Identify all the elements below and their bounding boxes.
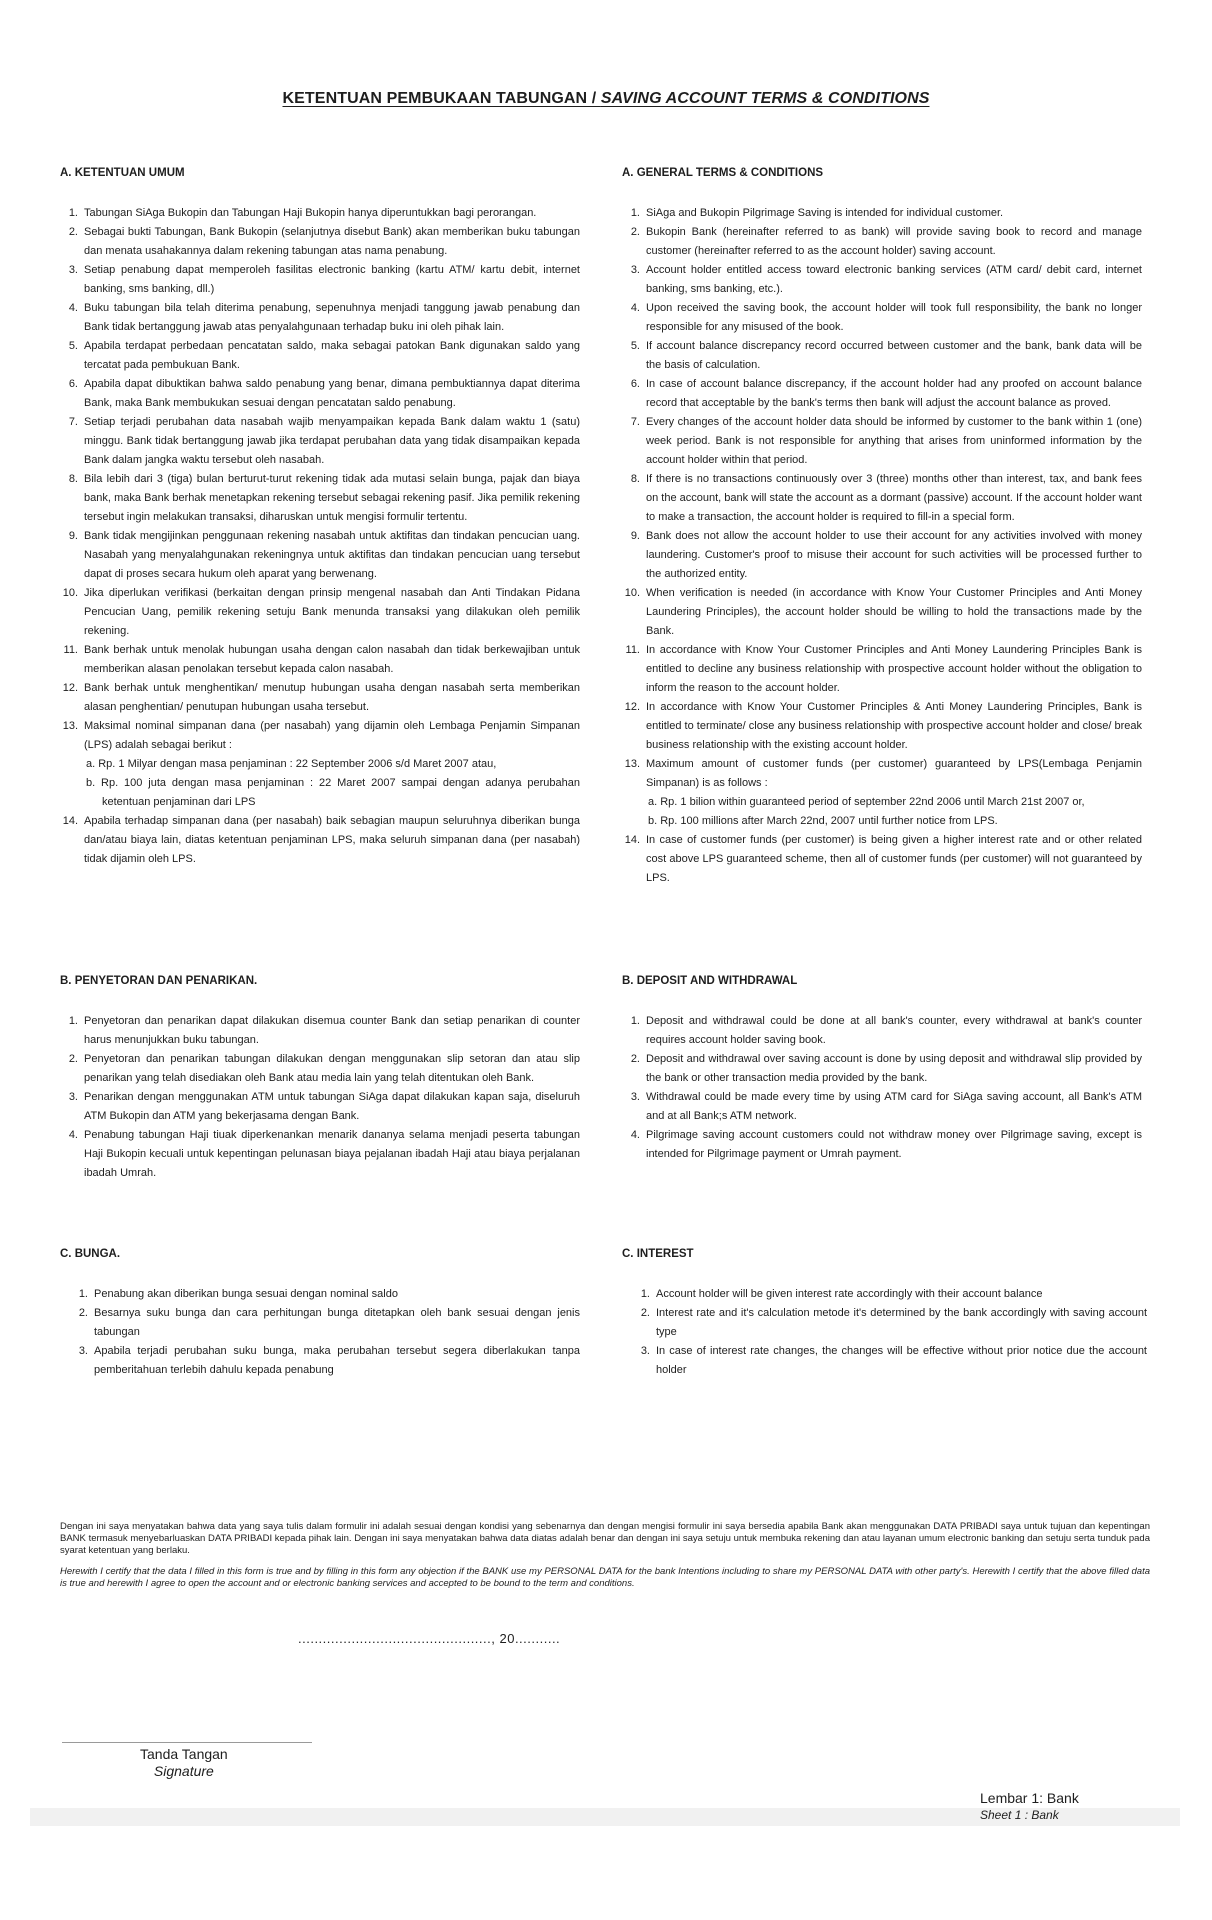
list-item: [622, 527, 1142, 584]
list-item-number: 10.: [624, 587, 640, 599]
list-item: [70, 1285, 580, 1304]
list-item-text: If there is no transactions continuously over 3 (three) months other than interest, tax, and bank fees on the account, bank will state the account as a dormant (passive) account. If the account holder want to make a transaction, the account holder is required to fill-in a special form.: [646, 473, 1142, 523]
sub-list: [84, 755, 580, 812]
page-title: [0, 90, 1212, 108]
signature-label-en: Signature: [153, 1763, 214, 1779]
list-item: [60, 1088, 580, 1126]
list-item-number: 4.: [630, 302, 640, 314]
section-c-list-id: [70, 1285, 580, 1380]
list-item: [622, 698, 1142, 755]
list-item-number: 3.: [68, 264, 78, 276]
list-item-text: Pilgrimage saving account customers could not withdraw money over Pilgrimage saving, except is intended for Pilgrimage payment or Umrah payment.: [646, 1129, 1142, 1160]
list-item-number: 3.: [630, 1091, 640, 1103]
list-item-text: Penyetoran dan penarikan dapat dilakukan disemua counter Bank dan setiap penarikan di counter harus menunjukkan buku tabungan.: [84, 1015, 580, 1046]
list-item: [60, 204, 580, 223]
list-item-number: 3.: [68, 1091, 78, 1103]
list-item-number: 14.: [624, 834, 640, 846]
list-item: [632, 1304, 1147, 1342]
list-item-number: 4.: [68, 302, 78, 314]
section-c-heading-en: C. INTEREST: [622, 1248, 694, 1260]
list-item-text: Apabila terjadi perubahan suku bunga, maka perubahan tersebut segera diberlakukan tanpa pemberitahuan terlebih dahulu kepada penabung: [94, 1345, 580, 1376]
section-a-list-en: [622, 204, 1142, 888]
section-b-heading-id: B. PENYETORAN DAN PENARIKAN.: [60, 975, 258, 987]
list-item-number: 2.: [68, 1053, 78, 1065]
list-item-number: 1.: [630, 1015, 640, 1027]
list-item-number: 4.: [68, 1129, 78, 1141]
list-item-text: Apabila dapat dibuktikan bahwa saldo penabung yang benar, dimana pembuktiannya dapat diterima Bank, maka Bank membukukan sesuai dengan pencatatan saldo penabung.: [84, 378, 580, 409]
list-item-text: Sebagai bukti Tabungan, Bank Bukopin (selanjutnya disebut Bank) akan memberikan buku tabungan dan menata usahakannya dalam rekening tabungan atas nama penabung.: [84, 226, 580, 257]
list-item-text: Penyetoran dan penarikan tabungan dilakukan dengan menggunakan slip setoran dan atau slip penarikan yang telah disediakan oleh Bank atau media lain yang telah ditentukan oleh Bank.: [84, 1053, 580, 1084]
list-item-number: 11.: [625, 644, 640, 656]
list-item-text: When verification is needed (in accordance with Know Your Customer Principles and Anti Money Laundering Principles), the account holder should be willing to hold the transactions made by the Bank.: [646, 587, 1142, 637]
sub-list-item: a. Rp. 1 bilion within guaranteed period of september 22nd 2006 until March 21st 2007 or,: [648, 796, 1085, 808]
list-item: [60, 299, 580, 337]
list-item-text: Buku tabungan bila telah diterima penabung, sepenuhnya menjadi tanggung jawab penabung dan Bank tidak bertanggung jawab atas penyalahgunaan terhadap buku ini oleh pihak lain.: [84, 302, 580, 333]
list-item-text: Penabung akan diberikan bunga sesuai dengan nominal saldo: [94, 1288, 398, 1300]
list-item-number: 1.: [78, 1288, 88, 1300]
list-item-text: Bank berhak untuk menolak hubungan usaha dengan calon nasabah dan tidak berkewajiban untuk memberikan alasan penolakan tersebut kepada calon nasabah.: [84, 644, 580, 675]
section-c-list-en: [632, 1285, 1147, 1380]
list-item-number: 3.: [640, 1345, 650, 1357]
list-item-text: Setiap terjadi perubahan data nasabah wajib menyampaikan kepada Bank dalam waktu 1 (satu) minggu. Bank tidak bertanggung jawab jika terdapat perubahan data yang tidak disampaikan kepada Bank dalam jangka waktu tersebut oleh nasabah.: [84, 416, 580, 466]
list-item-number: 1.: [68, 1015, 78, 1027]
list-item: [60, 413, 580, 470]
list-item: [70, 1342, 580, 1380]
list-item: [70, 1304, 580, 1342]
list-item-text: Maximum amount of customer funds (per customer) guaranteed by LPS(Lembaga Penjamin Simpanan) is as follows :: [646, 758, 1142, 789]
list-item-number: 3.: [78, 1345, 88, 1357]
list-item-number: 1.: [68, 207, 78, 219]
list-item-number: 9.: [630, 530, 640, 542]
list-item-number: 13.: [62, 720, 78, 732]
list-item-text: Upon received the saving book, the account holder will took full responsibility, the bank no longer responsible for any misused of the book.: [646, 302, 1142, 333]
list-item-text: Account holder entitled access toward electronic banking services (ATM card/ debit card, internet banking, sms banking, etc.).: [646, 264, 1142, 295]
section-a-heading-en: A. GENERAL TERMS & CONDITIONS: [622, 167, 824, 179]
list-item-text: If account balance discrepancy record occurred between customer and the bank, bank data will be the basis of calculation.: [646, 340, 1142, 371]
list-item-number: 2.: [640, 1307, 650, 1319]
list-item-number: 7.: [630, 416, 640, 428]
list-item: [622, 223, 1142, 261]
list-item: [60, 812, 580, 869]
list-item: [632, 1285, 1147, 1304]
list-item: [622, 1050, 1142, 1088]
sub-list-item: a. Rp. 1 Milyar dengan masa penjaminan : 22 September 2006 s/d Maret 2007 atau,: [86, 758, 497, 770]
list-item: [60, 1126, 580, 1183]
list-item-text: In accordance with Know Your Customer Principles and Anti Money Laundering Principles Bank is entitled to decline any business relationship with prospective account holder without the obligation to inform the reason to the account holder.: [646, 644, 1142, 694]
list-item: [622, 831, 1142, 888]
list-item: [622, 204, 1142, 223]
list-item-text: Apabila terdapat perbedaan pencatatan saldo, maka sebagai patokan Bank digunakan saldo yang tercatat pada pembukuan Bank.: [84, 340, 580, 371]
list-item-number: 7.: [68, 416, 78, 428]
list-item-text: In case of customer funds (per customer) is being given a higher interest rate and or other related cost above LPS guaranteed scheme, then all of customer funds (per customer) will not guaranteed by LPS.: [646, 834, 1142, 884]
list-item-text: In case of account balance discrepancy, if the account holder had any proofed on account balance record that acceptable by the bank's terms then bank will adjust the account balance as proved.: [646, 378, 1142, 409]
list-item-number: 3.: [630, 264, 640, 276]
list-item: [60, 337, 580, 375]
list-item-text: Deposit and withdrawal over saving account is done by using deposit and withdrawal slip provided by the bank or other transaction media provided by the bank.: [646, 1053, 1142, 1084]
list-item-text: SiAga and Bukopin Pilgrimage Saving is intended for individual customer.: [646, 207, 1004, 219]
list-item-number: 12.: [624, 701, 640, 713]
section-c-heading-id: C. BUNGA.: [60, 1248, 121, 1260]
list-item-number: 5.: [68, 340, 78, 352]
list-item: [622, 1012, 1142, 1050]
list-item-text: Penabung tabungan Haji tiuak diperkenankan menarik dananya selama menjadi peserta tabungan Haji Bukopin kecuali untuk kepentingan pelunasan biaya pejalanan ibadah Haji atau biaya perjalanan ibadah Umrah.: [84, 1129, 580, 1179]
list-item-text: Apabila terhadap simpanan dana (per nasabah) baik sebagian maupun seluruhnya diberikan bunga dan/atau biaya lain, diatas ketentuan penjaminan LPS, maka seluruh simpanan dana (per nasabah) tidak dijamin oleh LPS.: [84, 815, 580, 865]
list-item-text: In case of interest rate changes, the changes will be effective without prior notice due the account holder: [656, 1345, 1147, 1376]
title-id: KETENTUAN PEMBUKAAN TABUNGAN /: [282, 90, 601, 107]
list-item: [622, 755, 1142, 831]
list-item-text: Maksimal nominal simpanan dana (per nasabah) yang dijamin oleh Lembaga Penjamin Simpanan (LPS) adalah sebagai berikut :: [84, 720, 580, 751]
list-item-text: Interest rate and it's calculation metode it's determined by the bank accordingly with saving account type: [656, 1307, 1147, 1338]
list-item: [622, 299, 1142, 337]
section-b-list-id: [60, 1012, 580, 1183]
sub-list: [646, 793, 1142, 831]
list-item-number: 1.: [630, 207, 640, 219]
signature-block: [140, 1746, 228, 1780]
title-en: SAVING ACCOUNT TERMS & CONDITIONS: [600, 90, 930, 107]
list-item-number: 2.: [630, 1053, 640, 1065]
list-item-text: Every changes of the account holder data should be informed by customer to the bank within 1 (one) week period. Bank is not responsible for anything that arises from uninformed information by the account holder within that period.: [646, 416, 1142, 466]
list-item: [60, 641, 580, 679]
list-item: [632, 1342, 1147, 1380]
list-item-number: 11.: [63, 644, 78, 656]
date-line: ..............................................., 20...........: [298, 1631, 561, 1646]
list-item-number: 9.: [68, 530, 78, 542]
list-item-text: Jika diperlukan verifikasi (berkaitan dengan prinsip mengenal nasabah dan Anti Tindakan Pidana Pencucian Uang, pemilik rekening setuju Bank menunda transaksi yang dilakukan oleh pemilik rekening.: [84, 587, 580, 637]
sub-list-item: b. Rp. 100 juta dengan masa penjaminan : 22 Maret 2007 sampai dengan adanya perubahan ketentuan penjaminan dari LPS: [86, 777, 580, 808]
list-item: [60, 1050, 580, 1088]
sub-list-item: b. Rp. 100 millions after March 22nd, 2007 until further notice from LPS.: [648, 815, 998, 827]
list-item: [60, 375, 580, 413]
list-item: [622, 1126, 1142, 1164]
list-item: [622, 413, 1142, 470]
list-item-number: 2.: [78, 1307, 88, 1319]
list-item: [60, 261, 580, 299]
sheet-label-en: Sheet 1 : Bank: [980, 1808, 1059, 1822]
list-item: [60, 1012, 580, 1050]
list-item-text: Bank tidak mengijinkan penggunaan rekening nasabah untuk aktifitas dan tindakan pencucian uang. Nasabah yang menyalahgunakan rekeningnya untuk aktifitas dan tindakan pencucian uang tersebut dapat di proses secara hukum oleh aparat yang berwenang.: [84, 530, 580, 580]
list-item-number: 6.: [630, 378, 640, 390]
list-item-text: Withdrawal could be made every time by using ATM card for SiAga saving account, all Bank's ATM and at all Bank;s ATM network.: [646, 1091, 1142, 1122]
list-item-text: Bank berhak untuk menghentikan/ menutup hubungan usaha dengan nasabah serta memberikan alasan penghentian/ penutupan hubungan usaha tersebut.: [84, 682, 580, 713]
list-item-number: 2.: [630, 226, 640, 238]
list-item: [622, 337, 1142, 375]
list-item-text: Setiap penabung dapat memperoleh fasilitas electronic banking (kartu ATM/ kartu debit, internet banking, sms banking, dll.): [84, 264, 580, 295]
sheet-label: [980, 1790, 1079, 1824]
list-item-text: Bukopin Bank (hereinafter referred to as bank) will provide saving book to record and manage customer (hereinafter referred to as the account holder) saving account.: [646, 226, 1142, 257]
list-item-text: Besarnya suku bunga dan cara perhitungan bunga ditetapkan oleh bank sesuai dengan jenis tabungan: [94, 1307, 580, 1338]
list-item: [60, 584, 580, 641]
list-item-number: 5.: [630, 340, 640, 352]
statement-id: Dengan ini saya menyatakan bahwa data yang saya tulis dalam formulir ini adalah sesuai dengan kondisi yang sebenarnya dan dengan mengisi formulir ini saya bersedia apabila Bank akan menggunakan DATA PRIBADI saya untuk tujuan dan kepentingan BANK termasuk menyebarluaskan DATA PRIBADI kepada pihak lain. Dengan ini saya menyatakan bahwa data diatas adalah benar dan dengan ini saya setuju untuk membuka rekening dan atau layanan umum electronic banking dan setuju serta tunduk pada syarat ketentuan yang berlaku.: [60, 1521, 1150, 1556]
list-item-number: 4.: [630, 1129, 640, 1141]
list-item-number: 10.: [62, 587, 78, 599]
list-item: [60, 470, 580, 527]
list-item-text: Bila lebih dari 3 (tiga) bulan berturut-turut rekening tidak ada mutasi selain bunga, pajak dan biaya bank, maka Bank berhak menetapkan rekening tersebut sebagai rekening pasif. Jika pemilik rekening tersebut ingin melakukan transaksi, diharuskan untuk mengisi formulir tertentu.: [84, 473, 580, 523]
signature-line: [62, 1742, 312, 1743]
list-item-number: 1.: [640, 1288, 650, 1300]
list-item-number: 8.: [630, 473, 640, 485]
list-item-number: 12.: [62, 682, 78, 694]
list-item-text: Deposit and withdrawal could be done at all bank's counter, every withdrawal at bank's counter requires account holder saving book.: [646, 1015, 1142, 1046]
list-item-number: 6.: [68, 378, 78, 390]
list-item-text: In accordance with Know Your Customer Principles & Anti Money Laundering Principles, Bank is entitled to terminate/ close any business relationship with prospective account holder and close/ break business relationship with the existing account holder.: [646, 701, 1142, 751]
list-item: [622, 261, 1142, 299]
list-item-text: Account holder will be given interest rate accordingly with their account balance: [656, 1288, 1043, 1300]
list-item-text: Tabungan SiAga Bukopin dan Tabungan Haji Bukopin hanya diperuntukkan bagi perorangan.: [84, 207, 537, 219]
signature-label-id: Tanda Tangan: [140, 1746, 228, 1762]
list-item-number: 2.: [68, 226, 78, 238]
list-item-number: 8.: [68, 473, 78, 485]
list-item-number: 13.: [624, 758, 640, 770]
section-b-heading-en: B. DEPOSIT AND WITHDRAWAL: [622, 975, 798, 987]
list-item: [622, 1088, 1142, 1126]
list-item-number: 14.: [62, 815, 78, 827]
sheet-label-id: Lembar 1: Bank: [980, 1790, 1079, 1806]
list-item: [60, 717, 580, 812]
section-b-list-en: [622, 1012, 1142, 1164]
list-item: [622, 641, 1142, 698]
list-item: [60, 679, 580, 717]
list-item: [622, 375, 1142, 413]
list-item-text: Bank does not allow the account holder to use their account for any activities involved with money laundering. Customer's proof to misuse their account for such activities will be processed further to the authorized entity.: [646, 530, 1142, 580]
section-a-list-id: [60, 204, 580, 869]
section-a-heading-id: A. KETENTUAN UMUM: [60, 167, 185, 179]
list-item: [622, 470, 1142, 527]
list-item-text: Penarikan dengan menggunakan ATM untuk tabungan SiAga dapat dilakukan kapan saja, diseluruh ATM Bukopin dan ATM yang bekerjasama dengan Bank.: [84, 1091, 580, 1122]
statement-en: Herewith I certify that the data I filled in this form is true and by filling in this form any objection if the BANK use my PERSONAL DATA for the bank Intentions including to share my PERSONAL DATA with other party's. Herewith I certify that the above filled data is true and herewith I agree to open the account and or electronic banking services and accepted to be bound to the term and conditions.: [60, 1566, 1150, 1589]
list-item: [60, 223, 580, 261]
list-item: [60, 527, 580, 584]
list-item: [622, 584, 1142, 641]
